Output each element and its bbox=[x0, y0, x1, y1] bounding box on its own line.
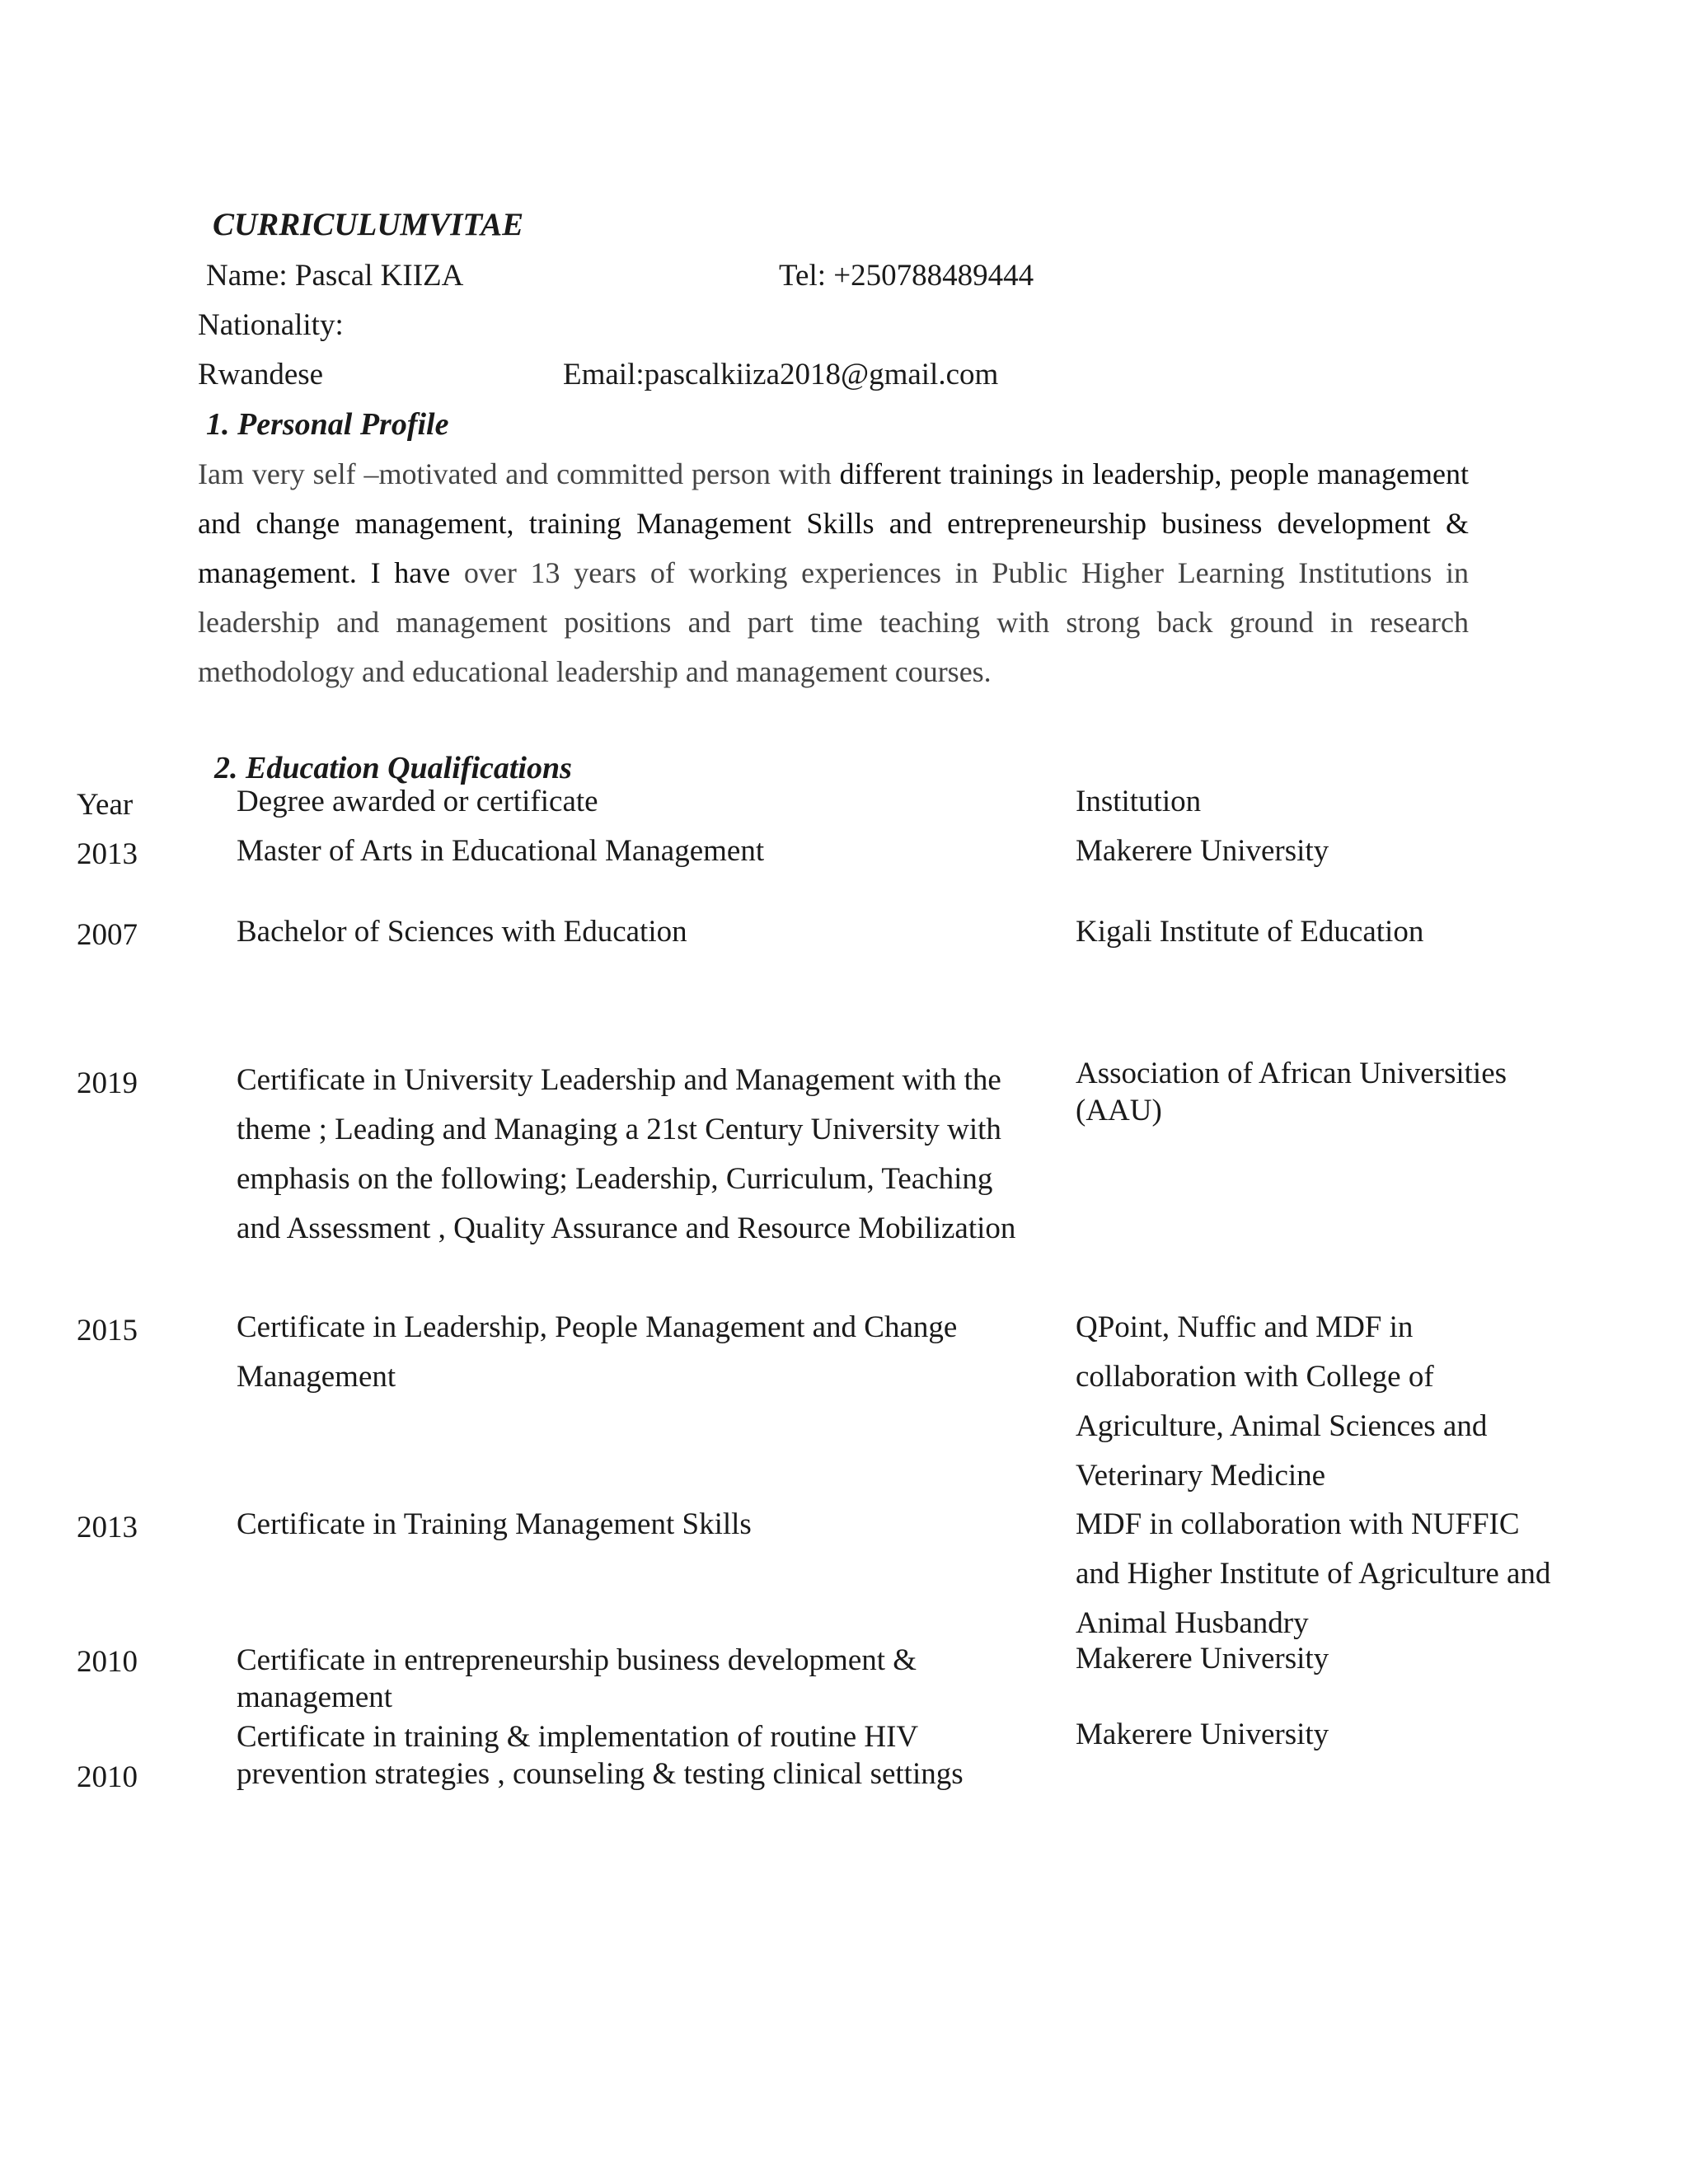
nationality-value: Rwandese bbox=[198, 358, 324, 391]
tel-field: Tel: +250788489444 bbox=[779, 259, 1034, 293]
nationality-label: Nationality: bbox=[198, 308, 344, 342]
row-degree: Bachelor of Sciences with Education bbox=[237, 915, 687, 949]
row-degree: Certificate in University Leadership and Management with the theme ; Leading and Managing a 21st Century University with emphasis on the following; Leadership, Curriculum, Teaching and Assessment , Quality Assurance and Resource Mobilization bbox=[237, 1063, 1016, 1245]
row-year: 2013 bbox=[77, 1511, 138, 1544]
name-field: Name: Pascal KIIZA bbox=[206, 259, 464, 293]
row-degree: Certificate in Leadership, People Management and Change Management bbox=[237, 1310, 958, 1394]
row-year: 2007 bbox=[77, 918, 138, 952]
profile-part-3: over 13 years of working experiences in Public Higher Learning Institutions in leadership and management positions and part time teaching with strong back ground in research methodology and educational leadership and management courses. bbox=[198, 556, 1469, 688]
profile-part-2: different trainings in leadership, people management and change management, training Management Skills and entrepreneurship business development & management. I have bbox=[198, 457, 1469, 589]
personal-profile-text bbox=[198, 449, 1469, 696]
row-institution: MDF in collaboration with NUFFIC and Higher Institute of Agriculture and Animal Husbandry bbox=[1076, 1507, 1551, 1640]
row-year: 2013 bbox=[77, 837, 138, 871]
education-heading: 2. Education Qualifications bbox=[214, 751, 572, 785]
email-field: Email:pascalkiiza2018@gmail.com bbox=[563, 358, 999, 391]
column-header-institution: Institution bbox=[1076, 785, 1202, 818]
row-degree: Certificate in Training Management Skills bbox=[237, 1507, 752, 1541]
column-header-degree: Degree awarded or certificate bbox=[237, 785, 598, 818]
row-year: 2010 bbox=[77, 1645, 138, 1679]
row-institution: Makerere University bbox=[1076, 1718, 1329, 1751]
document-title: CURRICULUMVITAE bbox=[213, 207, 524, 242]
row-institution: Makerere University bbox=[1076, 1642, 1329, 1675]
row-institution: Makerere University bbox=[1076, 834, 1329, 868]
row-institution: Kigali Institute of Education bbox=[1076, 915, 1424, 949]
row-year: 2019 bbox=[77, 1066, 138, 1100]
row-year: 2010 bbox=[77, 1760, 138, 1794]
row-degree: Certificate in entrepreneurship business development & management bbox=[237, 1643, 917, 1714]
personal-profile-heading: 1. Personal Profile bbox=[206, 407, 449, 442]
column-header-year: Year bbox=[77, 788, 134, 822]
row-degree: Certificate in training & implementation of routine HIV prevention strategies , counseling & testing clinical settings bbox=[237, 1720, 964, 1791]
row-institution: QPoint, Nuffic and MDF in collaboration with College of Agriculture, Animal Sciences and Veterinary Medicine bbox=[1076, 1310, 1488, 1493]
row-institution: Association of African Universities (AAU) bbox=[1076, 1057, 1507, 1127]
row-degree: Master of Arts in Educational Management bbox=[237, 834, 765, 868]
row-year: 2015 bbox=[77, 1314, 138, 1347]
profile-part-1: Iam very self –motivated and committed person with bbox=[198, 457, 840, 490]
